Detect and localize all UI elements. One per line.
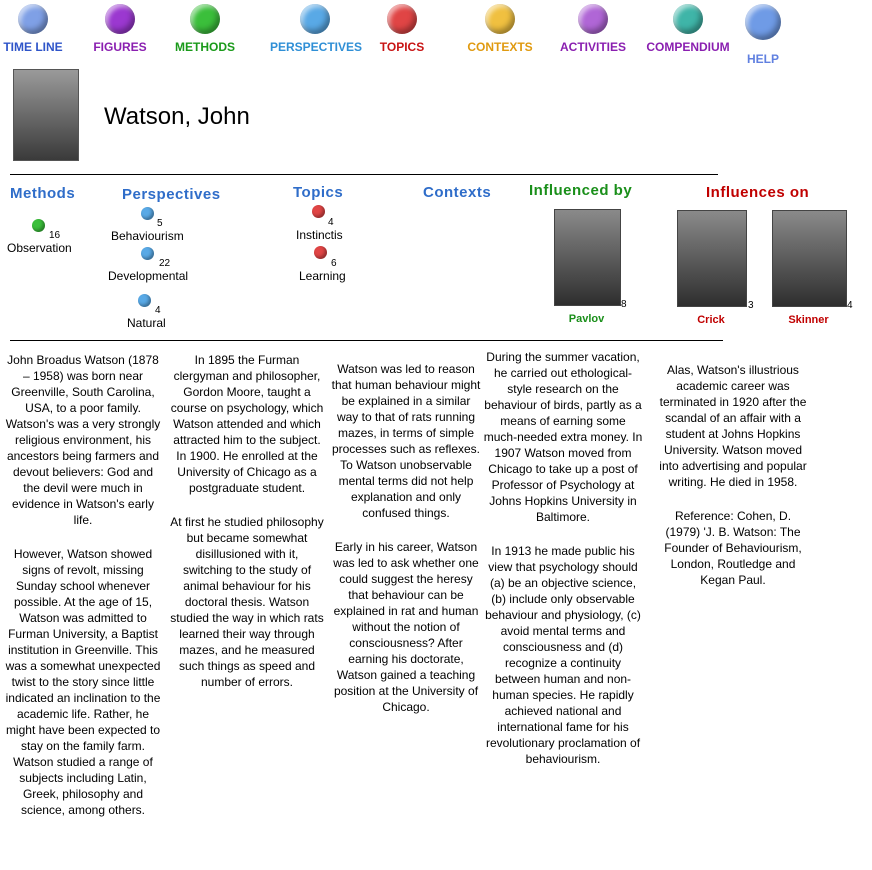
nav-perspectives[interactable]: [270, 0, 363, 54]
nav-contexts[interactable]: [455, 0, 545, 54]
bio-column-2: [170, 352, 324, 708]
header-divider: [10, 174, 718, 175]
nav-compendium-label: COMPENDIUM: [646, 40, 730, 54]
nav-topics[interactable]: [357, 0, 447, 54]
crick-photo[interactable]: [677, 210, 747, 307]
influences-on-crick[interactable]: Crick: [697, 314, 725, 326]
nav-help-label: HELP: [746, 52, 779, 66]
compendium-icon: [673, 4, 703, 34]
bio-paragraph: Reference: Cohen, D. (1979) 'J. B. Watson: The Founder of Behaviourism, London, Routledge and Kegan Paul.: [664, 509, 802, 587]
portrait-photo: [13, 69, 79, 161]
skinner-count: 4: [847, 300, 853, 311]
instinctis-count: 4: [328, 217, 334, 228]
pencil-icon: [578, 4, 608, 34]
bio-paragraph: Watson was led to reason that human behaviour might be explained in a similar way to that of rats running mazes, in terms of simple processes such as reflexes. To Watson unobservable mental terms did not help explanation and only confused things.: [331, 362, 481, 520]
pavlov-photo[interactable]: [554, 209, 621, 306]
observation-count: 16: [49, 230, 61, 241]
bio-paragraph: John Broadus Watson (1878 – 1958) was born near Greenville, South Carolina, USA, to a poor family. Watson's was a very strongly religious environment, his ancestors being farmers and devout believers: God and the devil were much in evidence in Watson's early life.: [5, 353, 161, 527]
developmental-count: 22: [159, 258, 171, 269]
bio-paragraph: In 1895 the Furman clergyman and philosopher, Gordon Moore, taught a course on psychology, which Watson attended and which attracted him to the subject. In 1900. He enrolled at the University of Chicago as a postgraduate student.: [170, 353, 324, 495]
eye-icon[interactable]: [141, 207, 154, 220]
nav-methods[interactable]: [160, 0, 250, 54]
methods-icon: [190, 4, 220, 34]
body-divider: [10, 340, 723, 341]
skinner-photo[interactable]: [772, 210, 847, 307]
topics-heading: Topics: [293, 184, 344, 201]
nav-timeline[interactable]: [0, 0, 78, 54]
bio-paragraph: During the summer vacation, he carried out ethological-style research on the behaviour of birds, partly as a means of earning some much-needed extra money. In 1907 Watson moved from Chicago to take up a post of Professor of Psychology at Johns Hopkins University in Baltimore.: [483, 350, 643, 524]
contexts-heading: Contexts: [423, 184, 492, 201]
nav-topics-label: TOPICS: [379, 40, 425, 54]
bio-column-4: [483, 349, 643, 785]
smiley-icon: [105, 4, 135, 34]
influences-on-heading: Influences on: [706, 184, 810, 201]
nav-contexts-label: CONTEXTS: [467, 40, 533, 54]
natural-count: 4: [155, 305, 161, 316]
topic-learning[interactable]: Learning: [299, 269, 346, 283]
bio-paragraph: Early in his career, Watson was led to ask whether one could suggest the heresy that behaviour can be explained in rat and human without the notion of consciousness? After earning his doctorate, Watson gained a teaching position at the University of Chicago.: [333, 540, 479, 714]
bio-paragraph: In 1913 he made public his view that psychology should (a) be an objective science, (b) include only observable behaviour and physiology, (c) avoid mental terms and consciousness and (d) recognize a continuity between human and non-human species. He rapidly achieved national and international fame for his revolutionary proclamation of behaviourism.: [485, 544, 641, 766]
perspective-developmental[interactable]: Developmental: [108, 269, 189, 283]
nav-figures[interactable]: [75, 0, 165, 54]
eye-icon[interactable]: [138, 294, 151, 307]
nav-activities[interactable]: [548, 0, 638, 54]
bio-paragraph: Alas, Watson's illustrious academic career was terminated in 1920 after the scandal of an affair with a student at Johns Hopkins University. Watson moved into advertising and popular writing. He died in 1958.: [659, 363, 807, 489]
topic-instinctis[interactable]: Instinctis: [296, 228, 343, 242]
nav-perspectives-label: PERSPECTIVES: [270, 40, 363, 54]
nav-help[interactable]: [718, 0, 808, 66]
topics-icon[interactable]: [312, 205, 325, 218]
topics-icon[interactable]: [314, 246, 327, 259]
methods-icon[interactable]: [32, 219, 45, 232]
perspectives-heading: Perspectives: [122, 186, 221, 203]
pavlov-count: 8: [621, 299, 627, 310]
perspective-behaviourism[interactable]: Behaviourism: [111, 229, 184, 243]
eye-icon: [300, 4, 330, 34]
bio-paragraph: At first he studied philosophy but became somewhat disillusioned with it, switching to the study of animal behaviour for his doctoral thesis. Watson studied the way in which rats learned their way through mazes, and he measured such things as speed and number of errors.: [170, 515, 324, 689]
learning-count: 6: [331, 258, 337, 269]
hourglass-icon: [485, 4, 515, 34]
timeline-icon: [18, 4, 48, 34]
perspective-natural[interactable]: Natural: [127, 316, 166, 330]
nav-activities-label: ACTIVITIES: [559, 40, 626, 54]
help-icon: [745, 4, 781, 40]
methods-heading: Methods: [10, 185, 76, 202]
method-observation[interactable]: Observation: [7, 241, 72, 255]
topics-icon: [387, 4, 417, 34]
behaviourism-count: 5: [157, 218, 163, 229]
bio-paragraph: However, Watson showed signs of revolt, missing Sunday school whenever possible. At the age of 15, Watson was admitted to Furman University, a Baptist institution in Greenville. This was a somewhat unexpected twist to the story since little indicated an inclination to the academic life. Rather, he might have been expected to stay on the family farm. Watson studied a range of subjects including Latin, Greek, philosophy and science, among others.: [5, 547, 161, 817]
crick-count: 3: [748, 300, 754, 311]
page-title: Watson, John: [104, 103, 250, 130]
eye-icon[interactable]: [141, 247, 154, 260]
influenced-by-pavlov[interactable]: Pavlov: [568, 313, 605, 325]
bio-column-1: [5, 352, 161, 836]
nav-methods-label: METHODS: [175, 40, 235, 54]
nav-figures-label: FIGURES: [93, 40, 147, 54]
bio-column-5: [658, 362, 808, 606]
bio-column-3: [330, 361, 482, 733]
nav-timeline-label: TIME LINE: [3, 40, 63, 54]
influences-on-skinner[interactable]: Skinner: [788, 314, 829, 326]
influenced-by-heading: Influenced by: [529, 182, 633, 199]
